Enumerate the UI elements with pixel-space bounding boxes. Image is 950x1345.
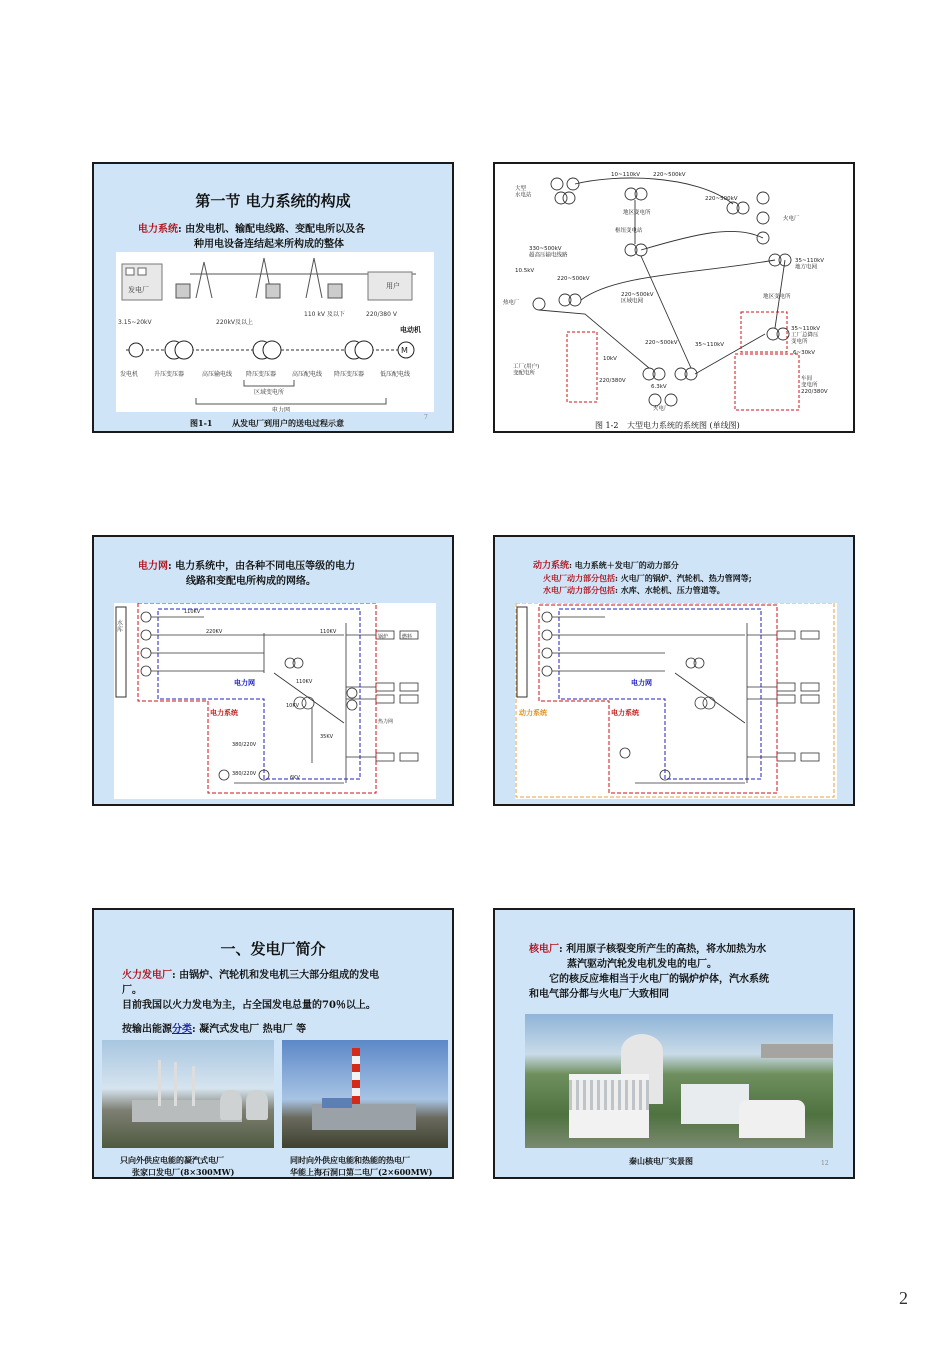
label-power-system: 电力系统 (210, 709, 238, 717)
slide-system-diagram (493, 162, 855, 433)
slide-power-plant-intro (92, 908, 454, 1179)
label-regional-sub: 地区变电所 (623, 210, 651, 216)
term-thermal-plant: 火力发电厂 (122, 970, 172, 981)
caption-2-line2: 华能上海石洞口第二电厂(2×600MW) (290, 1167, 433, 1177)
label-110kv-c: 110KV (296, 679, 313, 685)
voltage-mv: 110 kV 及以下 (304, 311, 345, 318)
photo-condensing-plant (102, 1040, 274, 1148)
label-fuel: 燃料 (402, 634, 413, 640)
label-v35-110b: 35~110kV (695, 342, 725, 348)
label-workshop: 车间变电所 220/380V (801, 376, 828, 395)
label-35kv: 35KV (320, 734, 334, 740)
transmission-diagram (116, 252, 434, 412)
slide-dynamic-system (493, 535, 855, 806)
label-dynamic-system: 动力系统 (519, 709, 547, 717)
chain-step-down-2: 降压变压器 (334, 371, 365, 378)
statistic-text: 目前我国以火力发电为主，占全国发电总量的70％以上。 (122, 1000, 376, 1011)
label-reservoir: 水库 (117, 620, 124, 634)
label-v10: 10.5kV (515, 268, 535, 274)
slide-title: 第一节 电力系统的构成 (195, 192, 351, 210)
label-plant: 发电厂 (128, 286, 149, 294)
definition-text: : 电力系统中，由各种不同电压等级的电力 (168, 561, 356, 572)
definition (529, 942, 849, 1002)
label-zone-sub: 地区变电所 (763, 294, 791, 300)
voltage-gen: 3.15~20kV (118, 319, 152, 326)
label-10kv: 10KV (286, 703, 300, 709)
label-grid: 电力网 (631, 679, 652, 687)
sub-term-hydro: 水电厂动力部分包括 (543, 585, 615, 595)
chain-hv-line: 高压输电线 (202, 371, 233, 378)
caption-2-line1: 同时向外供应电能和热能的热电厂 (290, 1155, 410, 1165)
label-v330: 330~500kV 超高压输电线路 (529, 246, 568, 259)
label-v35-110: 35~110kV 地方电网 (795, 258, 825, 271)
svg-text:M: M (401, 346, 408, 355)
definition (122, 968, 452, 1013)
grid-diagram-svg (114, 603, 436, 799)
definition-text-2: 线路和变配电所构成的网络。 (186, 576, 316, 587)
caption-1 (120, 1154, 234, 1178)
classification-link[interactable]: 分类 (172, 1024, 192, 1035)
voltage-lv: 220/380 V (366, 311, 397, 318)
label-220-380: 220/380V (599, 378, 626, 384)
caption-number: 图1-1 (190, 418, 213, 428)
definition-text-4: 和电气部分都与火电厂大致相同 (529, 989, 669, 1000)
label-380-b: 380/220V (232, 771, 257, 777)
definition (138, 559, 448, 589)
definition (533, 559, 853, 596)
sub-text-hydro: : 水库、水轮机、压力管道等。 (615, 585, 725, 595)
caption-number: 图 1-2 (595, 421, 619, 430)
definition-text-2: 种用电设备连结起来所构成的整体 (194, 239, 344, 250)
grid-diagram (114, 603, 436, 799)
chain-hv-dist: 高压配电线 (292, 371, 323, 378)
label-6-3: 6.3kV (651, 384, 667, 390)
label-v6-30: 6~30kV (793, 350, 816, 356)
label-user: 用户 (386, 282, 400, 290)
classification-prefix: 按输出能源 (122, 1024, 172, 1035)
definition-text-3: 它的核反应堆相当于火电厂的锅炉炉体，汽水系统 (549, 974, 769, 985)
chain-generator: 发电机 (120, 371, 139, 378)
voltage-hv: 220kV及以上 (216, 319, 254, 326)
term-power-system: 电力系统 (138, 224, 178, 235)
dynamic-diagram (515, 603, 837, 799)
definition-text-2: 厂。 (122, 985, 142, 996)
slide-number: 7 (424, 414, 428, 421)
system-single-line-svg (495, 164, 853, 414)
photo-qinshan-nuclear (525, 1014, 833, 1148)
sub-term-thermal: 火电厂动力部分包括 (543, 573, 615, 583)
label-plant-small: 火电厂 (653, 406, 670, 412)
label-thermal-big: 火电厂 (783, 216, 800, 222)
label-v220c: 220~500kV (557, 276, 590, 282)
caption-1-line1: 只向外供应电能的凝汽式电厂 (120, 1155, 224, 1165)
classification-text: : 凝汽式发电厂 热电厂 等 (192, 1024, 307, 1035)
label-v220-500d: 220~500kV (645, 340, 678, 346)
label-hydro: 大型水电站 (515, 186, 532, 199)
chain-lv-dist: 低压配电线 (380, 371, 411, 378)
label-grid: 电力网 (272, 407, 291, 412)
dynamic-diagram-svg (515, 603, 837, 799)
caption: 大型电力系统的系统图 (单线图) (627, 421, 740, 430)
definition-text-2: 蒸汽驱动汽轮发电机发电的电厂。 (567, 959, 717, 970)
label-motor: 电动机 (400, 326, 421, 334)
slide-nuclear-plant (493, 908, 855, 1179)
label-top-v1: 10~110kV (611, 172, 641, 178)
term-nuclear-plant: 核电厂 (529, 944, 559, 955)
slide-title: 一、发电厂简介 (220, 940, 326, 958)
label-substation: 区域变电所 (254, 389, 285, 396)
slide-number: 12 (821, 1160, 829, 1167)
caption: 从发电厂到用户的送电过程示意 (232, 418, 344, 428)
slide-power-system-composition (92, 162, 454, 433)
caption: 秦山核电厂实景图 (629, 1156, 693, 1166)
definition (138, 222, 438, 252)
classification (122, 1022, 452, 1037)
label-v220b: 220~500kV (705, 196, 738, 202)
caption-1-line2: 张家口发电厂(8×300MW) (132, 1167, 235, 1177)
definition-text: : 利用原子核裂变所产生的高热，将水加热为水 (559, 944, 767, 955)
label-power-system: 电力系统 (611, 709, 639, 717)
term-dynamic-system: 动力系统 (533, 561, 570, 571)
label-heat-network: 热力网 (378, 719, 394, 725)
label-hub-sub: 枢纽变电站 (615, 228, 643, 234)
sub-text-thermal: : 火电厂的锅炉、汽轮机、热力管网等; (615, 573, 752, 583)
label-220kv: 220KV (206, 629, 223, 635)
chain-step-down: 降压变压器 (246, 371, 277, 378)
page-number: 2 (899, 1288, 908, 1308)
label-grid: 220~500kV 区域电网 (621, 292, 654, 305)
definition-text: : 由发电机、输配电线路、变配电所以及各 (178, 224, 366, 235)
label-380-a: 380/220V (232, 742, 257, 748)
label-top-v2: 220~500kV (653, 172, 686, 178)
label-110kv-b: 110KV (320, 629, 337, 635)
transmission-svg (116, 252, 434, 412)
label-user-sub: 工厂(用户)变配电所 (513, 364, 540, 377)
term-power-grid: 电力网 (138, 561, 168, 572)
label-factory-sub: 35~110kV 工厂总降压变电所 (791, 326, 821, 345)
photo-cogeneration-plant (282, 1040, 448, 1148)
label-6kv: 6KV (290, 775, 300, 781)
slide-power-grid (92, 535, 454, 806)
chain-step-up: 升压变压器 (154, 371, 185, 378)
label-110kv-a: 110KV (184, 609, 201, 615)
label-10kv: 10kV (603, 356, 617, 362)
definition-text: : 由锅炉、汽轮机和发电机三大部分组成的发电 (172, 970, 380, 981)
label-grid: 电力网 (234, 679, 255, 687)
definition-text: : 电力系统＋发电厂的动力部分 (569, 560, 679, 570)
caption-2 (290, 1154, 432, 1178)
label-boiler: 锅炉 (378, 634, 389, 640)
label-thermal: 热电厂 (503, 300, 520, 306)
